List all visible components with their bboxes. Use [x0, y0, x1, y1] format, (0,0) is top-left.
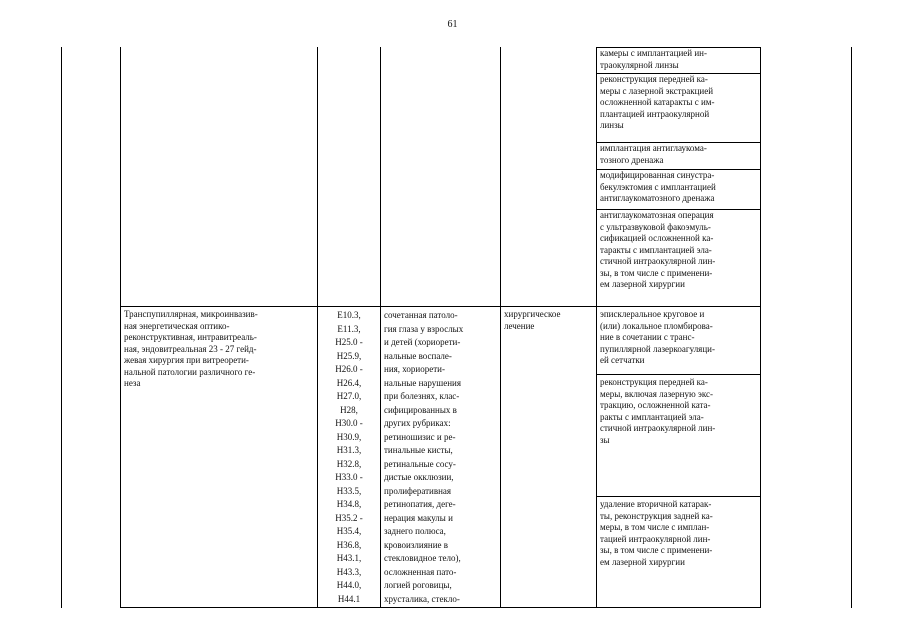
page-number: 61 — [447, 19, 458, 30]
diagnosis-codes-cell: E10.3, E11.3, H25.0 - H25.9, H26.0 - H26.4, H27.0, H28, H30.0 - H30.9, H31.3, H32.8, H33.0 - H33.5, H34.8, H35.2 - H35.4, H36.8, H43.1, H43.3, H44.0, H44.1 — [335, 310, 363, 604]
procedure-cell: эписклеральное круговое и (или) локальное пломбирова- ние в сочетании с транс- пупиллярной лазеркоагуляци- ей сетчатки — [600, 309, 715, 365]
procedure-cell: антиглаукоматозная операция с ультразвуковой факоэмуль- сификацией осложненной ка- таракты с имплантацией эла- стичной интраокулярной лин- зы, в том числе с применени- ем лазерной хирургии — [600, 210, 716, 289]
column-divider — [596, 47, 597, 608]
procedure-cell: удаление вторичной катарак- ты, реконструкция задней ка- меры, в том числе с имплан- тацией интраокулярной лин- зы, в том числе с применени- ем лазерной хирургии — [600, 499, 713, 567]
column-divider — [120, 47, 121, 608]
table-border-left — [61, 47, 62, 608]
row-divider — [120, 306, 761, 307]
column-divider — [500, 47, 501, 608]
procedure-cell: реконструкция передней ка- меры, включая лазерную экс- тракцию, осложненной ката- ракты с имплантацией эла- стичной интраокулярной лин- зы — [600, 377, 716, 445]
table-border-right — [851, 47, 852, 608]
column-divider — [380, 47, 381, 608]
procedure-cell: реконструкция передней ка- меры с лазерной экстракцией осложненной катаракты с им- плантацией интраокулярной линзы — [600, 74, 715, 130]
column-divider — [760, 47, 761, 608]
procedure-cell: имплантация антиглаукома- тозного дренажа — [600, 143, 707, 165]
row-divider — [596, 496, 761, 497]
patient-model-cell: сочетанная патоло- гия глаза у взрослых и детей (хориорети- нальные воспале- ния, хориорети- нальные нарушения при болезнях, клас- сифицированных в других рубриках: ретиношизис и ре- тинальные кисты, ретинальные сосу- дистые окклюзии, пролиферативная ретинопатия, деге- нерация макулы и заднего полюса, кровоизлияние в стекловидное тело), осложненная пато- логией роговицы, хрусталика, стекло- — [384, 310, 464, 604]
row-divider — [596, 374, 761, 375]
procedure-cell: модифицированная синустра- бекулэктомия с имплантацией антиглаукоматозного дренажа — [600, 170, 716, 203]
treatment-type-cell: хирургическое лечение — [504, 309, 561, 331]
treatment-name-cell: Транспупиллярная, микроинвазив- ная энергетическая оптико- реконструктивная, интравитреаль- ная, эндовитреальная 23 - 27 гейд- жевая хирургия при витреорети- нальной патологии различного ге- неза — [124, 309, 258, 388]
procedure-cell: камеры с имплантацией ин- траокулярной линзы — [600, 48, 707, 70]
table-bottom-rule — [120, 607, 761, 608]
